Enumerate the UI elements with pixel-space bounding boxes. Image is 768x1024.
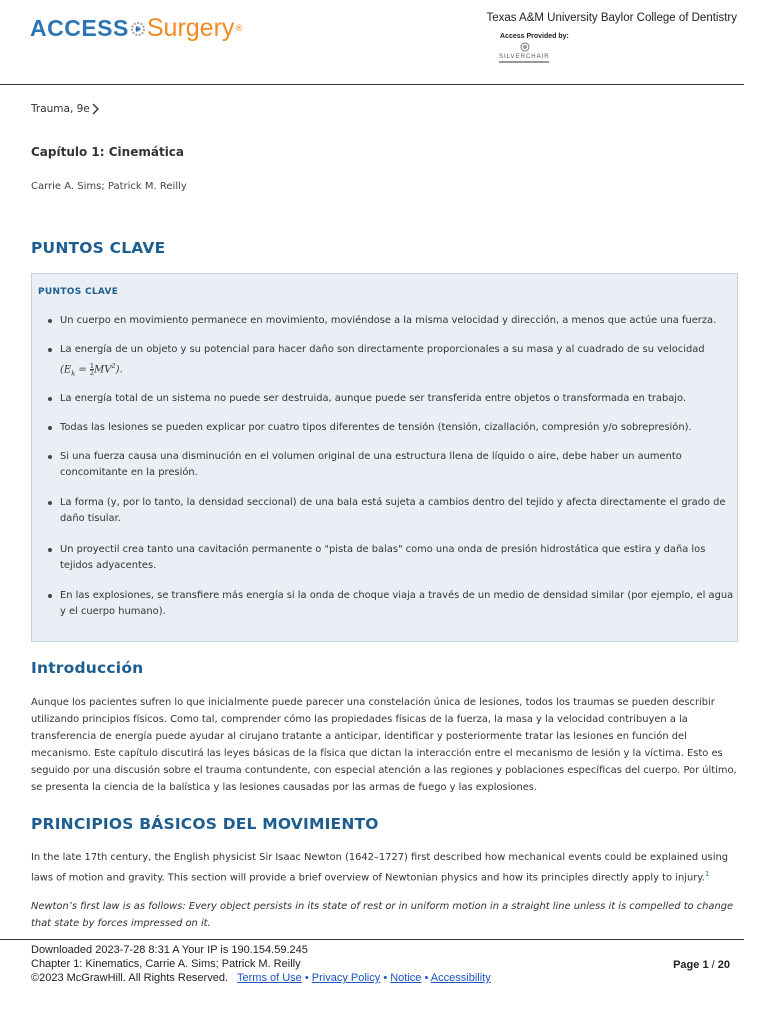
copyright-text: ©2023 McGrawHill. All Rights Reserved.	[31, 972, 229, 984]
page-header	[0, 0, 768, 86]
principles-heading: PRINCIPIOS BÁSICOS DEL MOVIMIENTO	[31, 815, 379, 833]
institution-name: Texas A&M University Baylor College of Dentistry	[486, 12, 737, 24]
chapter-title: Capítulo 1: Cinemática	[31, 145, 185, 159]
privacy-policy-link[interactable]: Privacy Policy	[311, 972, 381, 984]
list-item: La forma (y, por lo tanto, la densidad seccional) de una bala está sujeta a cambios dentro del tejido y afecta directamente el grado de daño tisular.	[60, 495, 735, 527]
access-provided-label: Access Provided by:	[500, 33, 569, 40]
list-item: Un cuerpo en movimiento permanece en movimiento, moviéndose a la misma velocidad y dirección, a menos que actúe una fuerza.	[60, 313, 735, 329]
link-separator: •	[424, 972, 429, 984]
principles-paragraph: In the late 17th century, the English physicist Sir Isaac Newton (1642–1727) first described how mechanical events could be explained using laws of motion and gravity. This section will provide a brief overview of Newtonian physics and how its principles directly apply to injury.$^1$	[31, 852, 728, 884]
key-points-box	[31, 273, 738, 642]
list-item: La energía total de un sistema no puede ser destruida, aunque puede ser transferida entre objetos o transformada en trabajo.	[60, 391, 735, 407]
silverchair-logo-underline	[499, 61, 549, 63]
logo-surgery-text: Surgery	[146, 14, 235, 42]
link-separator: •	[304, 972, 309, 984]
fraction-one-half: $\frac{1}{2}$	[89, 362, 95, 378]
footer-divider	[0, 939, 744, 940]
breadcrumb-book-link[interactable]: Trauma, 9e	[31, 103, 90, 115]
chapter-authors: Carrie A. Sims; Patrick M. Reilly	[31, 181, 187, 192]
introduction-paragraph: Aunque los pacientes sufren lo que inicialmente puede parecer una constelación única de lesiones, todos los traumas se pueden describir utilizando principios físicos. Como tal, comprender cómo las propiedades físicas de la fuerza, la masa y la velocidad contribuyen a la transferencia de energía puede ayudar al cirujano tratante a anticipar, identificar y posteriormente tratar las lesiones en función del mecanismo. Este capítulo discutirá las leyes básicas de la física que dictan la interacción entre el mecanismo de lesión y la víctima. Esto es seguido por una discusión sobre el trauma contundente, con especial atención a las regiones y poblaciones específicas del cuerpo. Por último, se presenta la ciencia de la balística y las lesiones causadas por las armas de fuego y las explosiones.	[31, 697, 737, 793]
key-points-box-title: PUNTOS CLAVE	[38, 287, 119, 297]
list-item: La energía de un objeto y su potencial para hacer daño son directamente proporcionales a su masa y al cuadrado de su velocidad ($E_k$ = $\frac{1}{2}$ $MV^2$).	[60, 342, 735, 381]
chevron-right-icon	[91, 103, 100, 115]
list-item: Si una fuerza causa una disminución en el volumen original de una estructura llena de líquido o aire, debe haber un aumento concomitante en la presión.	[60, 449, 735, 481]
accessibility-link[interactable]: Accessibility	[430, 972, 491, 984]
kinetic-energy-formula: ($E_k$ = $\frac{1}{2}$ $MV^2$).	[60, 362, 123, 378]
accesssurgery-logo[interactable]	[30, 14, 243, 43]
list-item: Un proyectil crea tanto una cavitación permanente o "pista de balas" como una onda de presión hidrostática que estira y daña los tejidos adyacentes.	[60, 542, 735, 574]
reference-link[interactable]: 1	[704, 870, 710, 878]
logo-registered-mark: ®	[234, 23, 244, 34]
footer-legal	[31, 972, 491, 984]
introduction-heading: Introducción	[31, 659, 144, 677]
silverchair-logo-text: SILVERCHAIR	[499, 54, 550, 60]
key-points-heading: PUNTOS CLAVE	[31, 239, 166, 257]
logo-gear-icon	[130, 21, 146, 37]
breadcrumb[interactable]	[31, 103, 100, 115]
link-separator: •	[383, 972, 388, 984]
list-item: Todas las lesiones se pueden explicar por cuatro tipos diferentes de tensión (tensión, cizallación, compresión y/o sobrepresión).	[60, 420, 735, 436]
header-divider	[0, 84, 744, 85]
terms-of-use-link[interactable]: Terms of Use	[237, 972, 302, 984]
notice-link[interactable]: Notice	[390, 972, 422, 984]
silverchair-logo-icon	[520, 42, 530, 52]
chapter-citation: Chapter 1: Kinematics, Carrie A. Sims; Patrick M. Reilly	[31, 958, 301, 970]
newton-first-law-paragraph: Newton’s first law is as follows: Every object persists in its state of rest or in uniform motion in a straight line unless it is compelled to change that state by forces impressed on it.	[31, 901, 734, 929]
logo-access-text: ACCESS	[30, 15, 129, 41]
list-item: En las explosiones, se transfiere más energía si la onda de choque viaja a través de un medio de densidad similar (por ejemplo, el agua y el cuerpo humano).	[60, 588, 735, 620]
download-info: Downloaded 2023-7-28 8:31 A Your IP is 190.154.59.245	[31, 944, 308, 956]
page-indicator: Page 1 / 20	[673, 959, 730, 971]
